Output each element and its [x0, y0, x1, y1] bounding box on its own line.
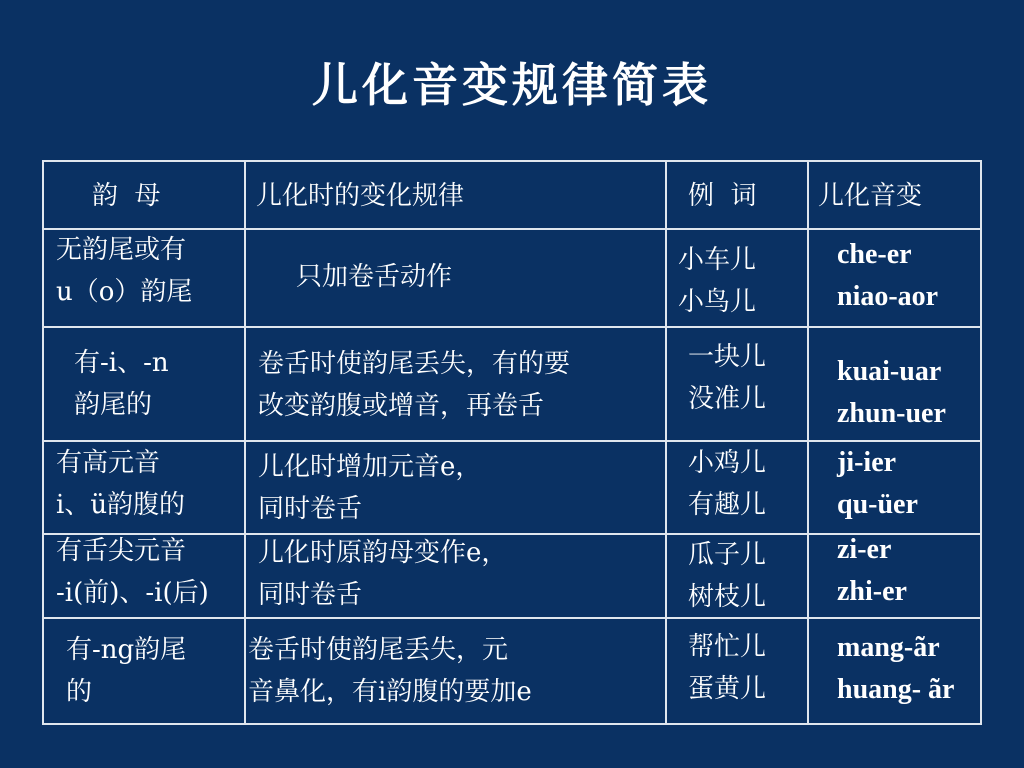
table-row-final: 有高元音 i、ü韵腹的 — [56, 448, 186, 520]
table-row-examples: 小车儿 小鸟儿 — [678, 245, 757, 317]
page-title: 儿化音变规律简表 — [312, 58, 712, 112]
table-row-final: 无韵尾或有 u（o）韵尾 — [56, 235, 193, 307]
table-row-changes: kuai-uar zhun-uer — [837, 356, 946, 429]
column-divider — [244, 160, 246, 725]
table-row-examples: 一块儿 没准儿 — [688, 342, 767, 414]
table-row-changes: mang-ãr huang- ãr — [837, 632, 955, 705]
erhua-rules-table — [42, 160, 982, 725]
table-row-rule: 儿化时增加元音e， 同时卷舌 — [258, 452, 482, 524]
table-row-changes: che-er niao-aor — [837, 239, 939, 312]
row-divider — [42, 617, 982, 619]
table-row-changes: ji-ier qu-üer — [837, 447, 918, 520]
table-row-examples: 帮忙儿 蛋黄儿 — [688, 632, 767, 704]
column-divider — [807, 160, 809, 725]
table-row-rule: 只加卷舌动作 — [296, 262, 453, 292]
table-row-final: 有-i、-n 韵尾的 — [74, 348, 169, 420]
table-row-changes: zi-er zhi-er — [837, 534, 907, 607]
table-row-rule: 卷舌时使韵尾丢失，有的要 改变韵腹或增音，再卷舌 — [258, 349, 571, 421]
table-row-final: 有-ng韵尾 的 — [66, 635, 187, 707]
header-change: 儿化音变 — [818, 181, 923, 211]
table-row-rule: 卷舌时使韵尾丢失，元 音鼻化，有i韵腹的要加e — [248, 635, 532, 707]
row-divider — [42, 326, 982, 328]
column-divider — [665, 160, 667, 725]
table-row-rule: 儿化时原韵母变作e， 同时卷舌 — [258, 538, 508, 610]
table-row-examples: 小鸡儿 有趣儿 — [688, 448, 767, 520]
table-row-examples: 瓜子儿 树枝儿 — [688, 540, 767, 612]
header-rule: 儿化时的变化规律 — [256, 181, 465, 211]
header-final: 韵 母 — [92, 181, 161, 211]
table-row-final: 有舌尖元音 -i(前)、-i(后) — [56, 536, 209, 608]
header-example: 例 词 — [688, 181, 757, 211]
